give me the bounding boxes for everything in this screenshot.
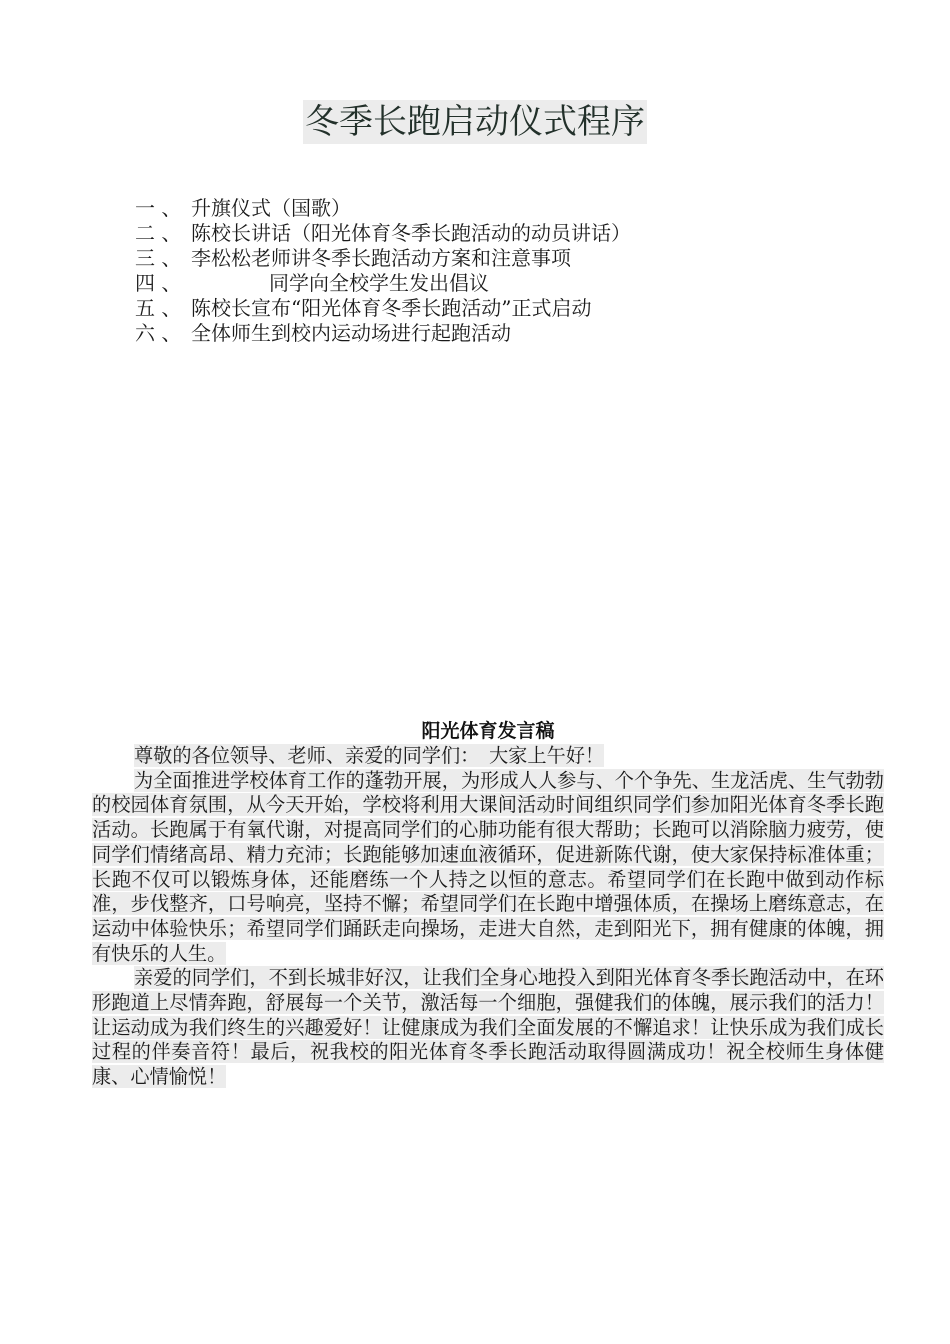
program-item-text: 全体师生到校内运动场进行起跑活动 <box>191 321 511 345</box>
speech-greeting-text: 尊敬的各位领导、老师、亲爱的同学们： 大家上午好！ <box>134 744 605 767</box>
main-title-text: 冬季长跑启动仪式程序 <box>305 102 645 142</box>
speech-paragraph <box>92 966 884 1090</box>
program-item-text: 陈校长宣布“阳光体育冬季长跑活动”正式启动 <box>191 296 592 320</box>
program-item-number: 一 、 <box>135 196 182 220</box>
speech-paragraph-text: 为全面推进学校体育工作的蓬勃开展，为形成人人参与、个个争先、生龙活虎、生气勃勃的校园体育氛围，从今天开始，学校将利用大课间活动时间组织同学们参加阳光体育冬季长跑活动。长跑属于有氧代谢，对提高同学们的心肺功能有很大帮助；长跑可以消除脑力疲劳，使同学们情绪高昂、精力充沛；长跑能够加速血液循环，促进新陈代谢，使大家保持标准体重；长跑不仅可以锻炼身体，还能磨练一个人持之以恒的意志。希望同学们在长跑中做到动作标准，步伐整齐，口号响亮，坚持不懈；希望同学们在长跑中增强体质，在操场上磨练意志，在运动中体验快乐；希望同学们踊跃走向操场，走进大自然，走到阳光下，拥有健康的体魄，拥有快乐的人生。 <box>92 768 884 965</box>
main-title <box>0 100 950 144</box>
speech-title: 阳光体育发言稿 <box>421 720 555 742</box>
program-item-number: 六 、 <box>135 321 182 345</box>
program-item <box>135 271 855 296</box>
program-item-number: 五 、 <box>135 296 182 320</box>
speech-paragraph-text: 亲爱的同学们，不到长城非好汉，让我们全身心地投入到阳光体育冬季长跑活动中，在环形跑道上尽情奔跑，舒展每一个关节，激活每一个细胞，强健我们的体魄，展示我们的活力！让运动成为我们终生的兴趣爱好！让健康成为我们全面发展的不懈追求！让快乐成为我们成长过程的伴奏音符！最后，祝我校的阳光体育冬季长跑活动取得圆满成功！祝全校师生身体健康、心情愉悦！ <box>92 966 884 1089</box>
speech-section <box>92 718 884 1090</box>
program-item-text: 陈校长讲话（阳光体育冬季长跑活动的动员讲话） <box>191 221 631 245</box>
program-list <box>135 196 855 346</box>
program-item-text: 升旗仪式（国歌） <box>191 196 351 220</box>
program-item <box>135 246 855 271</box>
speech-greeting <box>92 744 884 769</box>
program-item-number: 四 、 <box>135 271 182 295</box>
speech-paragraph <box>92 769 884 967</box>
program-item <box>135 321 855 346</box>
program-item <box>135 296 855 321</box>
program-item-number: 三 、 <box>135 246 182 270</box>
program-item-text: 李松松老师讲冬季长跑活动方案和注意事项 <box>191 246 571 270</box>
program-item <box>135 196 855 221</box>
program-item-number: 二 、 <box>135 221 182 245</box>
program-item <box>135 221 855 246</box>
program-item-text: 同学向全校学生发出倡议 <box>269 271 489 295</box>
